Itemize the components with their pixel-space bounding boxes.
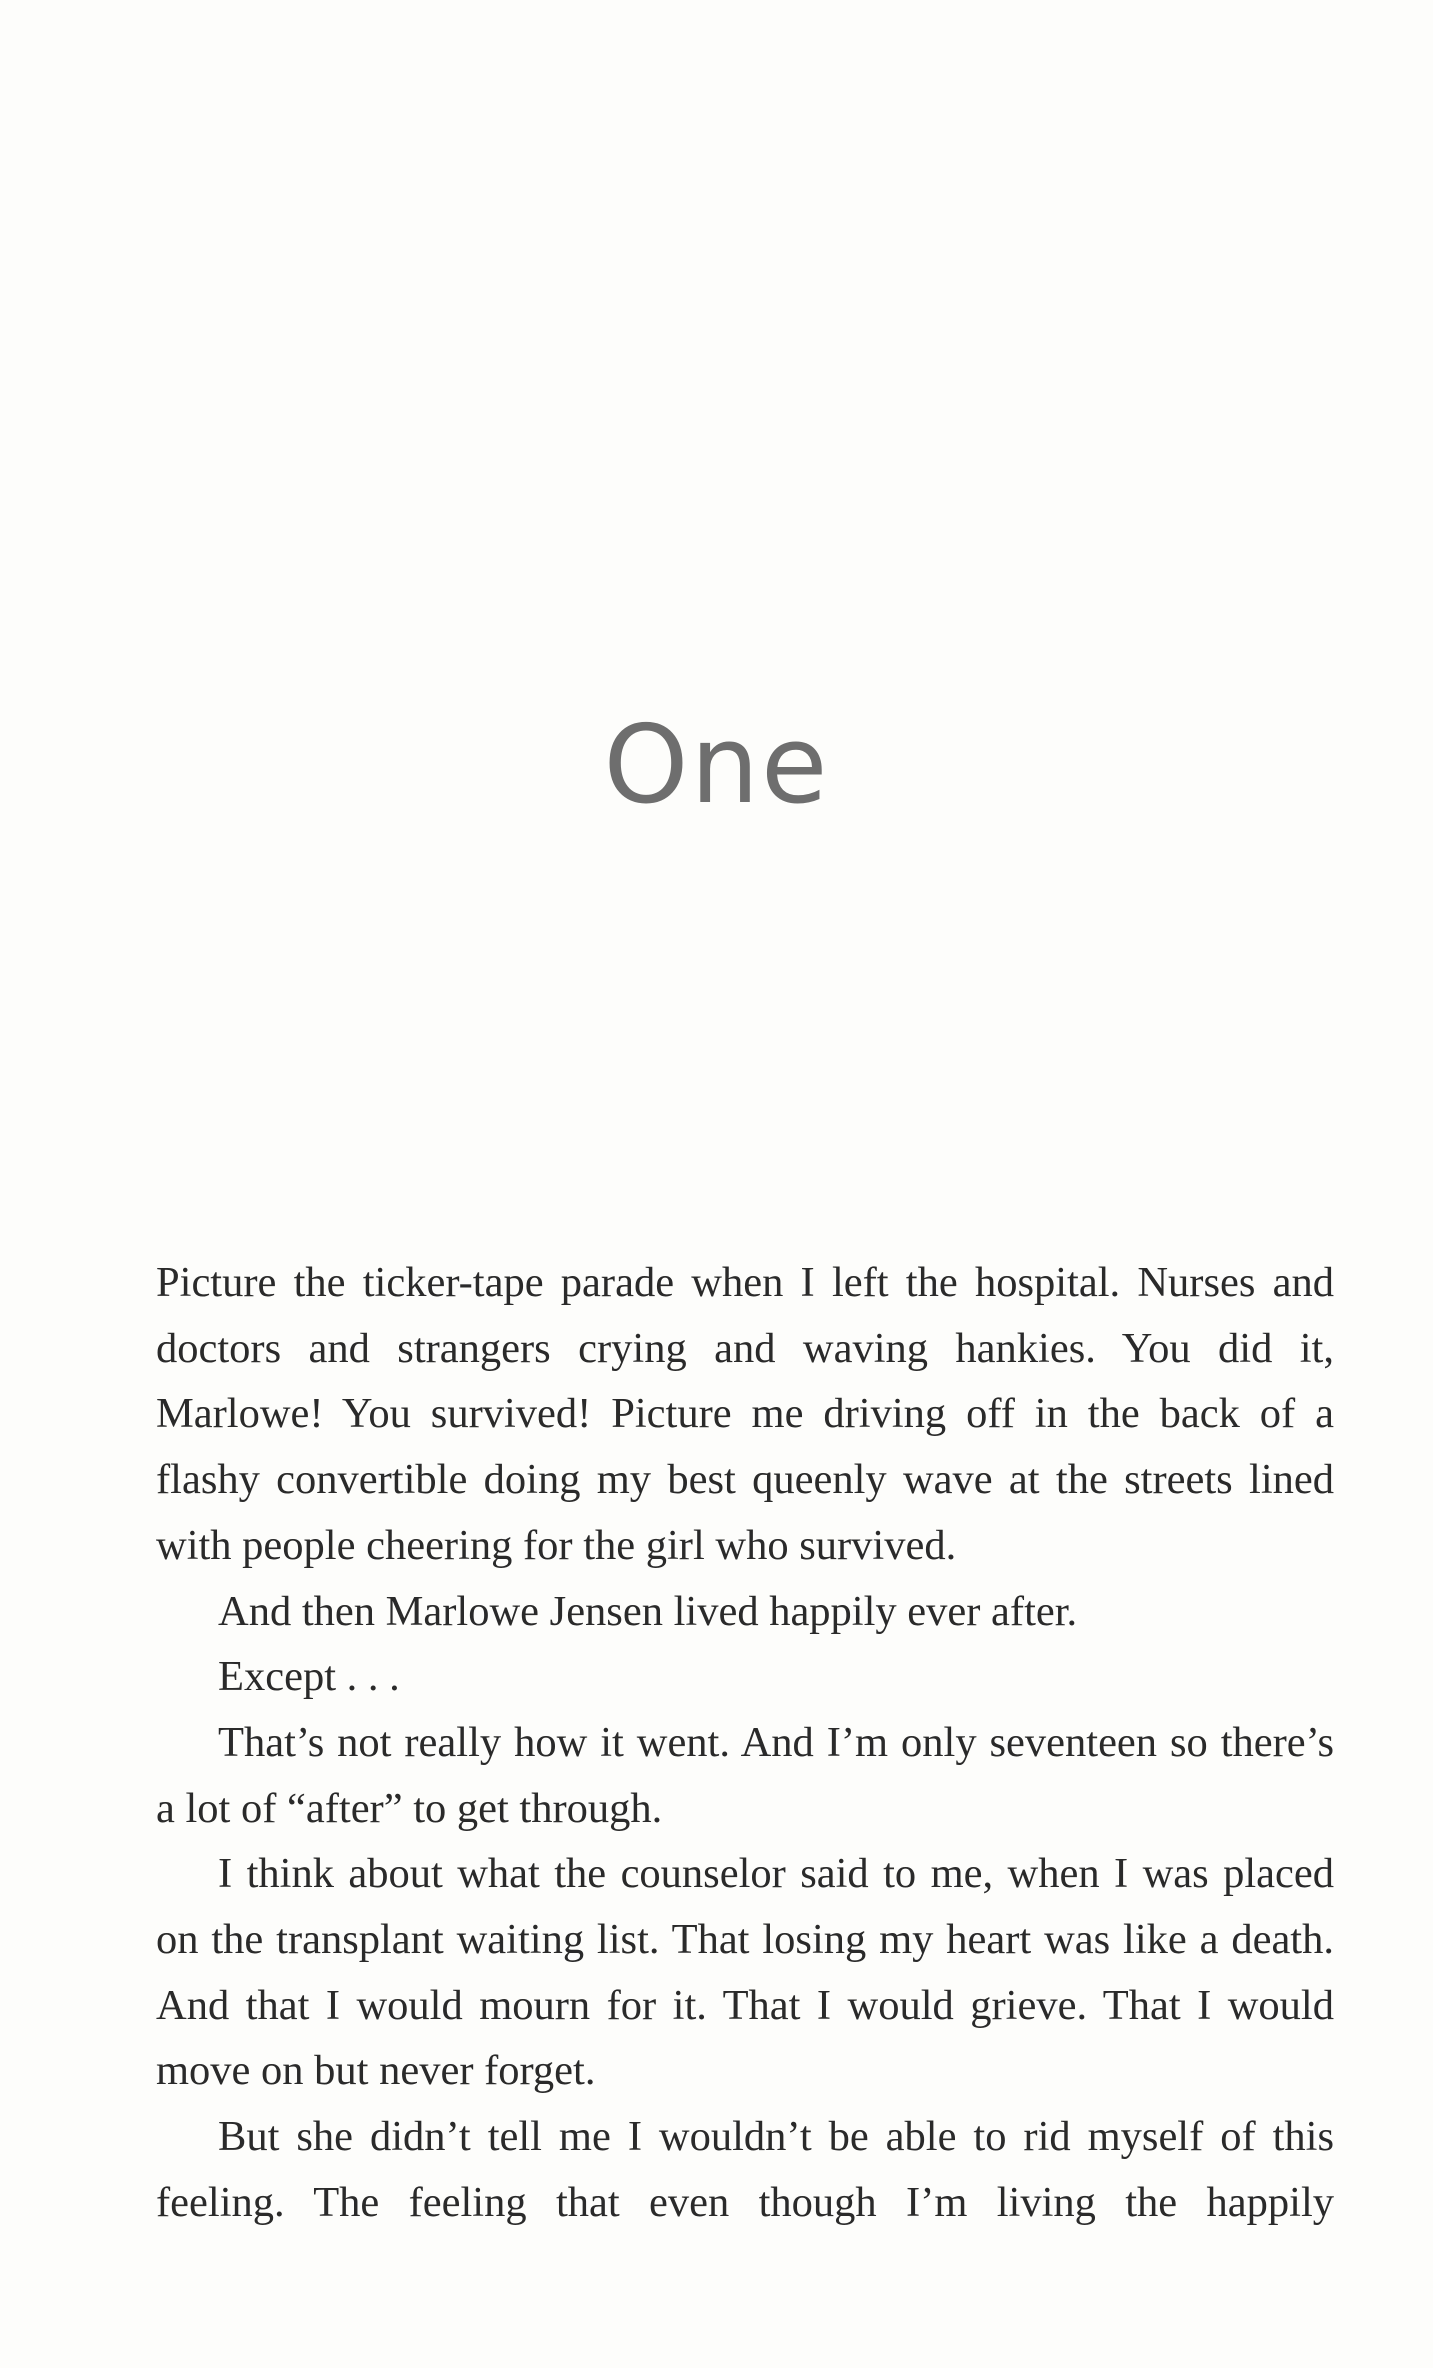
chapter-body <box>156 1250 1334 2236</box>
paragraph: Picture the ticker-tape parade when I left the hospital. Nurses and doctors and strangers crying and waving hankies. You did it, Marlowe! You survived! Picture me driving off in the back of a flashy convertible doing my best queenly wave at the streets lined with people cheering for the girl who survived. <box>156 1259 1334 1569</box>
paragraph: I think about what the counselor said to me, when I was placed on the transplant waiting list. That losing my heart was like a death. And that I would mourn for it. That I would grieve. That I would move on but never forget. <box>156 1850 1334 2095</box>
chapter-title: One <box>603 703 830 829</box>
paragraph: But she didn’t tell me I wouldn’t be able to rid myself of this feeling. The feeling that even though I’m living the happily <box>156 2113 1334 2226</box>
paragraph: Except . . . <box>218 1653 400 1701</box>
paragraph: And then Marlowe Jensen lived happily ever after. <box>218 1587 1078 1635</box>
paragraph: That’s not really how it went. And I’m only seventeen so there’s a lot of “after” to get through. <box>156 1718 1334 1832</box>
